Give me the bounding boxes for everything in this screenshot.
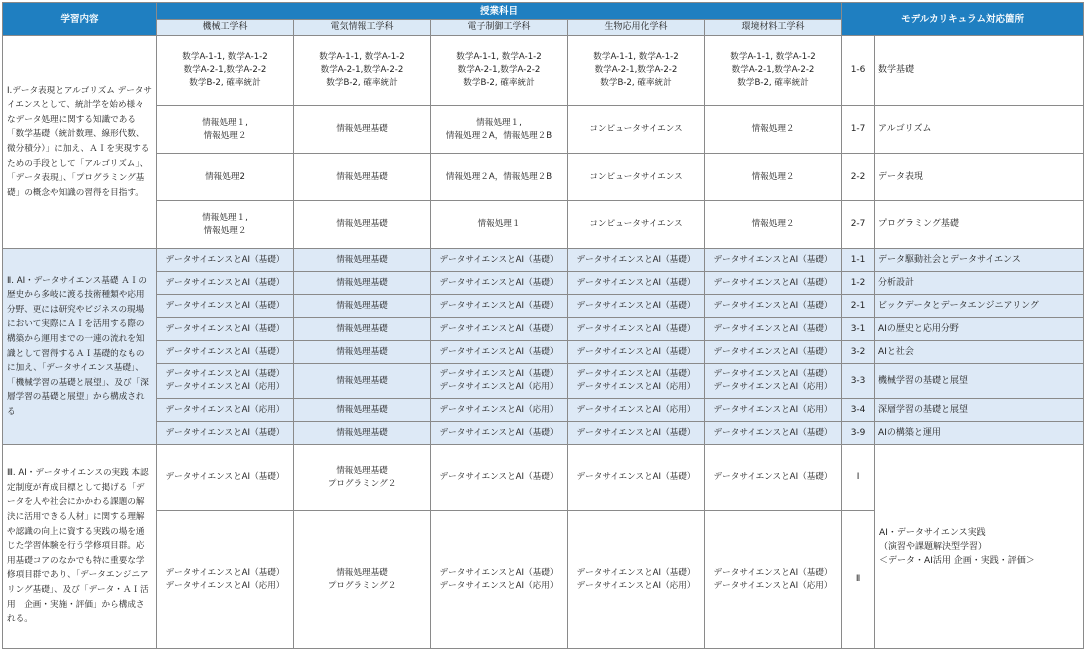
subject-line: 情報処理基礎 [336,427,388,438]
curriculum-label: データ駆動社会とデータサイエンス [875,249,1084,272]
subject-line: 数学A-1-1, 数学A-1-2 [182,52,268,62]
subject-line: データサイエンスとAI（応用） [439,580,559,591]
subject-cell [568,364,705,399]
subject-cell [157,511,294,649]
subject-line: データサイエンスとAI（基礎） [439,346,559,357]
curriculum-number: 3-2 [842,341,875,364]
subject-line: データサイエンスとAI（基礎） [576,472,696,482]
curriculum-number: Ⅱ [842,511,875,649]
subject-line: データサイエンスとAI（基礎） [165,369,285,379]
subject-cell [568,399,705,422]
subject-cell [157,295,294,318]
subject-line: データサイエンスとAI（応用） [576,382,696,392]
subject-line: 数学A-2-1,数学A-2-2 [320,65,404,75]
subject-line: データサイエンスとAI（基礎） [165,472,285,482]
subject-line: 情報処理基礎 [336,465,388,476]
subject-cell [705,422,842,445]
subject-line: データサイエンスとAI（基礎） [713,427,833,438]
subject-line: 情報処理２ [203,225,247,236]
curriculum-label: ビックデータとデータエンジニアリング [875,295,1084,318]
subject-line: 情報処理基礎 [336,277,388,288]
curriculum-number: 2-1 [842,295,875,318]
subject-cell [294,445,431,511]
subject-line: 数学B-2, 確率統計 [463,78,535,88]
table-body [3,36,1084,649]
subject-line: 数学B-2, 確率統計 [189,78,261,88]
subject-cell [705,36,842,106]
curriculum-number: Ⅰ [842,445,875,511]
subject-cell [431,318,568,341]
subject-line: データサイエンスとAI（基礎） [576,427,696,438]
subject-cell [294,422,431,445]
table-row [3,249,1084,272]
subject-line: データサイエンスとAI（基礎） [576,369,696,379]
subject-line: データサイエンスとAI（応用） [439,404,559,415]
subject-line: データサイエンスとAI（基礎） [713,346,833,357]
subject-line: データサイエンスとAI（応用） [576,404,696,415]
subject-line: データサイエンスとAI（基礎） [713,254,833,265]
curriculum-label-line: ＜データ・AI活用 企画・実践・評価＞ [879,555,1035,566]
subject-cell [705,272,842,295]
curriculum-number: 3-3 [842,364,875,399]
subject-line: 情報処理１ [477,219,521,229]
subject-cell [431,295,568,318]
subject-line: 数学A-1-1, 数学A-1-2 [319,52,405,62]
subject-cell [705,511,842,649]
subject-cell [568,445,705,511]
curriculum-label: AIと社会 [875,341,1084,364]
subject-line: データサイエンスとAI（基礎） [713,300,833,311]
subject-cell [157,36,294,106]
subject-line: データサイエンスとAI（基礎） [165,300,285,311]
curriculum-table [2,2,1084,649]
subject-line: データサイエンスとAI（基礎） [439,300,559,311]
subject-line: 数学B-2, 確率統計 [326,78,398,88]
subject-line: 情報処理２ [203,130,247,141]
subject-cell [705,154,842,201]
subject-cell [568,249,705,272]
subject-line: 情報処理２A，情報処理２B [445,171,553,182]
subject-cell [568,341,705,364]
curriculum-label: データ表現 [875,154,1084,201]
subject-line: データサイエンスとAI（基礎） [165,567,285,578]
subject-cell [294,272,431,295]
subject-cell [705,445,842,511]
subject-cell [705,364,842,399]
subject-line: コンピュータサイエンス [589,124,683,134]
curriculum-label [875,445,1084,649]
subject-line: 情報処理２ [751,171,795,182]
curriculum-label: 深層学習の基礎と展望 [875,399,1084,422]
subject-cell [568,295,705,318]
subject-cell [294,201,431,249]
subject-line: 数学A-1-1, 数学A-1-2 [593,52,679,62]
subject-line: データサイエンスとAI（基礎） [439,323,559,334]
subject-line: データサイエンスとAI（応用） [165,382,285,392]
subject-line: 情報処理基礎 [336,375,388,386]
header-dept-environmental-materials: 環境材料工学科 [705,20,842,36]
subject-line: データサイエンスとAI（応用） [576,580,696,591]
subject-cell [157,445,294,511]
subject-line: データサイエンスとAI（基礎） [713,369,833,379]
subject-cell [431,422,568,445]
subject-line: データサイエンスとAI（基礎） [576,346,696,357]
subject-cell [294,364,431,399]
table-row [3,154,1084,201]
subject-line: 情報処理１, [202,212,248,223]
subject-cell [431,201,568,249]
curriculum-label: 機械学習の基礎と展望 [875,364,1084,399]
table-row [3,36,1084,106]
subject-cell [294,341,431,364]
table-row [3,364,1084,399]
subject-cell [431,249,568,272]
subject-cell [294,106,431,154]
subject-cell [568,36,705,106]
curriculum-number: 1-2 [842,272,875,295]
curriculum-label: 分析設計 [875,272,1084,295]
curriculum-label: AIの構築と運用 [875,422,1084,445]
subject-cell [157,154,294,201]
subject-line: 数学B-2, 確率統計 [737,78,809,88]
subject-cell [294,249,431,272]
subject-cell [431,106,568,154]
curriculum-number: 3-4 [842,399,875,422]
subject-cell [568,154,705,201]
subject-line: データサイエンスとAI（基礎） [439,472,559,482]
subject-cell [431,511,568,649]
curriculum-number: 3-9 [842,422,875,445]
subject-line: データサイエンスとAI（応用） [713,580,833,591]
subject-line: データサイエンスとAI（基礎） [439,427,559,438]
subject-cell [294,318,431,341]
subject-cell [157,106,294,154]
curriculum-label: 数学基礎 [875,36,1084,106]
subject-line: データサイエンスとAI（基礎） [576,254,696,265]
subject-cell [705,399,842,422]
subject-line: 情報処理基礎 [336,300,388,311]
subject-line: 数学B-2, 確率統計 [600,78,672,88]
table-row [3,201,1084,249]
subject-line: プログラミング２ [327,580,397,591]
section-description: Ⅰ.データ表現とアルゴリズム データサイエンスとして、統計学を始め様々なデータ処理に関する知識である「数学基礎（統計数理、線形代数、微分積分）」に加え、ＡＩを実現するための手段として「アルゴリズム」、「データ表現」、「プログラミング基礎」の概念や知識の習得を目指す。 [3,36,157,249]
curriculum-label: AIの歴史と応用分野 [875,318,1084,341]
header-dept-mechanical: 機械工学科 [157,20,294,36]
table-row [3,295,1084,318]
curriculum-number: 2-2 [842,154,875,201]
header-model-curriculum: モデルカリキュラム対応箇所 [842,3,1084,36]
subject-line: 情報処理基礎 [336,124,388,134]
subject-line: 数学A-2-1,数学A-2-2 [457,65,541,75]
curriculum-number: 2-7 [842,201,875,249]
subject-cell [294,295,431,318]
table-row [3,106,1084,154]
subject-cell [431,341,568,364]
subject-cell [568,422,705,445]
subject-line: データサイエンスとAI（応用） [713,404,833,415]
subject-cell [705,295,842,318]
subject-cell [157,272,294,295]
curriculum-label: プログラミング基礎 [875,201,1084,249]
section-description: Ⅲ. AI・データサイエンスの実践 本認定制度が育成目標として掲げる「データを人や社会にかかわる課題の解決に活用できる人材」に関する理解や認識の向上に資する実践の場を通じた学習体験を行う学修項目群。応用基礎コアのなかでも特に重要な学修項目群であり、「データエンジニアリング基礎」、及び「データ・ＡＩ活用 企画・実施・評価」から構成される。 [3,445,157,649]
header-dept-bio-chemistry: 生物応用化学科 [568,20,705,36]
table-row [3,272,1084,295]
subject-line: 情報処理基礎 [336,219,388,229]
subject-line: 情報処理基礎 [336,346,388,357]
section-description: Ⅱ. AI・データサイエンス基礎 ＡＩの歴史から多岐に渡る技術種類や応用分野、更には研究やビジネスの現場において実際にＡＩを活用する際の構築から運用までの一連の流れを知識として習得するＡＩ基礎的なものに加え、「データサイエンス基礎」、「機械学習の基礎と展望」、及び「深層学習の基礎と展望」から構成される [3,249,157,445]
header-dept-electronic-control: 電子制御工学科 [431,20,568,36]
subject-line: 情報処理基礎 [336,323,388,334]
curriculum-number: 1-6 [842,36,875,106]
subject-line: データサイエンスとAI（応用） [439,382,559,392]
subject-cell [568,272,705,295]
subject-line: データサイエンスとAI（基礎） [165,346,285,357]
table-row [3,422,1084,445]
subject-line: 数学A-2-1,数学A-2-2 [731,65,815,75]
subject-line: データサイエンスとAI（基礎） [576,323,696,334]
curriculum-number: 1-7 [842,106,875,154]
subject-cell [568,318,705,341]
subject-cell [431,364,568,399]
subject-line: 情報処理2 [205,171,245,182]
subject-line: プログラミング２ [327,478,397,489]
subject-cell [705,318,842,341]
curriculum-number: 3-1 [842,318,875,341]
header-subjects: 授業科目 [157,3,842,20]
subject-line: 数学A-1-1, 数学A-1-2 [730,52,816,62]
subject-line: データサイエンスとAI（基礎） [713,323,833,334]
subject-cell [431,445,568,511]
subject-cell [294,511,431,649]
subject-line: 情報処理基礎 [336,171,388,182]
subject-cell [568,106,705,154]
subject-cell [705,341,842,364]
subject-line: コンピュータサイエンス [589,171,683,182]
subject-cell [568,201,705,249]
subject-cell [157,422,294,445]
subject-cell [157,201,294,249]
subject-cell [157,364,294,399]
subject-line: データサイエンスとAI（基礎） [165,427,285,438]
subject-line: データサイエンスとAI（応用） [165,404,285,415]
subject-line: データサイエンスとAI（基礎） [439,277,559,288]
subject-line: 情報処理基礎 [336,404,388,415]
subject-cell [705,249,842,272]
subject-line: 情報処理基礎 [336,567,388,578]
subject-cell [568,511,705,649]
subject-line: 情報処理２A，情報処理２B [445,130,553,141]
curriculum-label: アルゴリズム [875,106,1084,154]
subject-line: データサイエンスとAI（基礎） [713,567,833,578]
curriculum-label-line: （演習や課題解決型学習） [879,541,988,552]
table-row [3,445,1084,511]
subject-line: データサイエンスとAI（基礎） [713,472,833,482]
subject-line: 情報処理基礎 [336,254,388,265]
subject-line: 数学A-1-1, 数学A-1-2 [456,52,542,62]
subject-line: 情報処理２ [751,124,795,134]
subject-line: データサイエンスとAI（基礎） [576,277,696,288]
subject-line: データサイエンスとAI（応用） [165,580,285,591]
subject-cell [157,341,294,364]
curriculum-number: 1-1 [842,249,875,272]
subject-cell [431,272,568,295]
subject-cell [431,399,568,422]
subject-line: データサイエンスとAI（基礎） [165,277,285,288]
subject-line: 数学A-2-1,数学A-2-2 [594,65,678,75]
curriculum-label-line: AI・データサイエンス実践 [879,527,986,538]
subject-cell [157,318,294,341]
subject-cell [705,106,842,154]
subject-cell [294,36,431,106]
table-row [3,318,1084,341]
subject-line: データサイエンスとAI（基礎） [439,254,559,265]
subject-line: データサイエンスとAI（基礎） [576,567,696,578]
subject-line: 情報処理２ [751,219,795,229]
subject-cell [431,36,568,106]
subject-line: コンピュータサイエンス [589,219,683,229]
subject-cell [157,399,294,422]
table-row [3,341,1084,364]
subject-line: 情報処理１, [476,117,522,128]
subject-cell [431,154,568,201]
subject-line: データサイエンスとAI（基礎） [165,254,285,265]
subject-line: 情報処理１, [202,117,248,128]
table-row [3,399,1084,422]
subject-line: データサイエンスとAI（基礎） [165,323,285,334]
subject-line: データサイエンスとAI（基礎） [439,369,559,379]
subject-cell [294,399,431,422]
header-learning-content: 学習内容 [3,3,157,36]
subject-cell [705,201,842,249]
header-dept-electrical: 電気情報工学科 [294,20,431,36]
subject-line: データサイエンスとAI（基礎） [439,567,559,578]
subject-line: 数学A-2-1,数学A-2-2 [183,65,267,75]
subject-line: データサイエンスとAI（基礎） [576,300,696,311]
subject-line: データサイエンスとAI（応用） [713,382,833,392]
subject-cell [294,154,431,201]
subject-line: データサイエンスとAI（基礎） [713,277,833,288]
subject-cell [157,249,294,272]
